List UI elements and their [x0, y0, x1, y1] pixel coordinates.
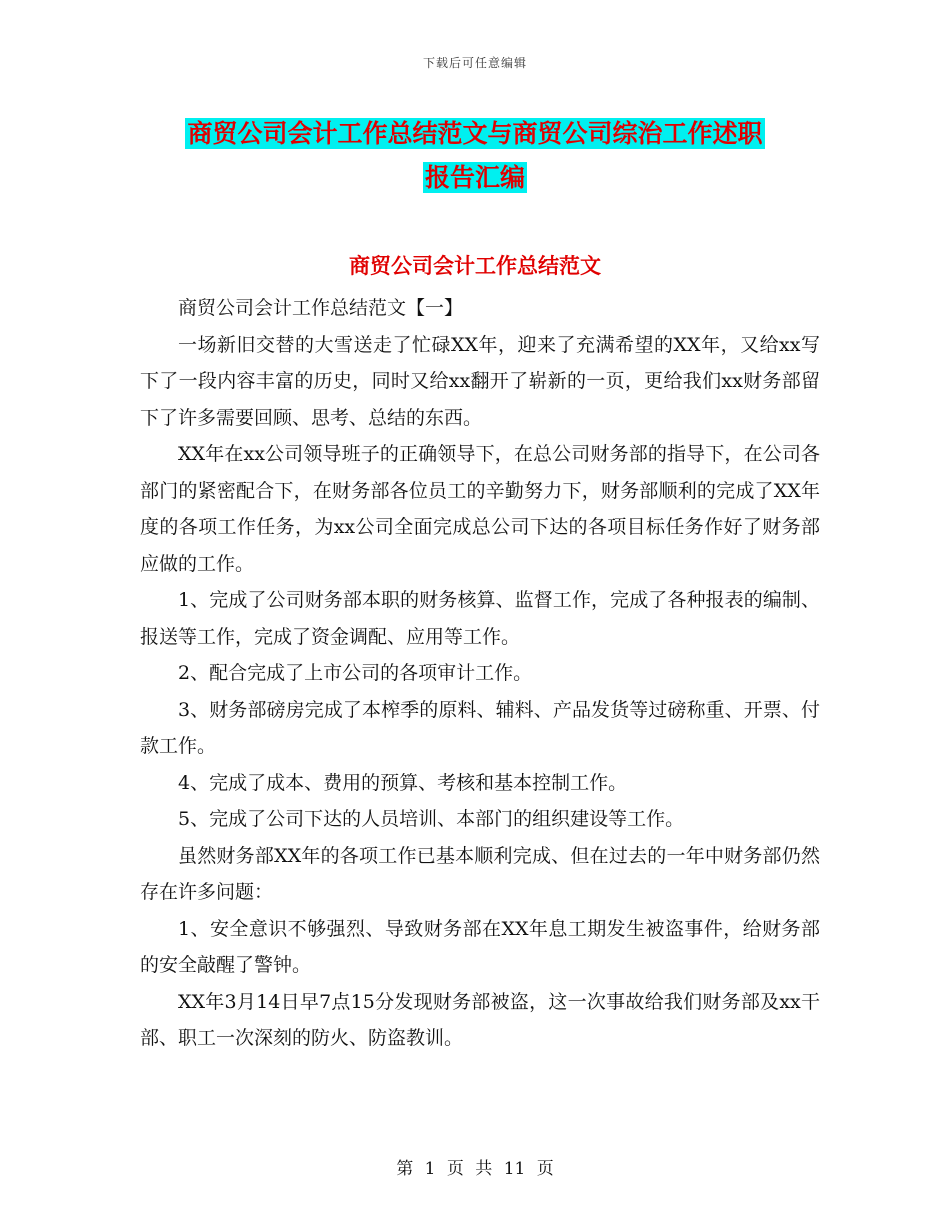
paragraph: 4、完成了成本、费用的预算、考核和基本控制工作。: [178, 771, 628, 794]
paragraph: 5、完成了公司下达的人员培训、本部门的组织建设等工作。: [178, 808, 685, 830]
page-number-footer: 第 1 页 共 11 页: [396, 1159, 554, 1179]
section-title: 商贸公司会计工作总结范文: [349, 254, 601, 278]
paragraph: 一场新旧交替的大雪送走了忙碌XX年，迎来了充满希望的XX年，又给xx写下了一段内容丰富的历史，同时又给xx翻开了崭新的一页，更给我们xx财务部留下了许多需要回顾、思考、总结的东西。: [140, 333, 820, 429]
document-title: [0, 112, 950, 200]
paragraph: 虽然财务部XX年的各项工作已基本顺利完成、但在过去的一年中财务部仍然存在许多问题：: [140, 844, 820, 903]
paragraph: XX年3月14日早7点15分发现财务部被盗，这一次事故给我们财务部及xx干部、职工一次深刻的防火、防盗教训。: [140, 990, 820, 1049]
paragraph: 1、安全意识不够强烈、导致财务部在XX年息工期发生被盗事件，给财务部的安全敲醒了警钟。: [140, 917, 820, 976]
paragraph: 商贸公司会计工作总结范文【一】: [178, 297, 464, 319]
document-title-line-1: 商贸公司会计工作总结范文与商贸公司综治工作述职: [187, 119, 763, 148]
header-note: 下载后可任意编辑: [422, 56, 527, 70]
paragraph: 1、完成了公司财务部本职的财务核算、监督工作，完成了各种报表的编制、报送等工作，完成了资金调配、应用等工作。: [140, 589, 820, 648]
document-title-line-2: 报告汇编: [424, 163, 525, 192]
paragraph: 3、财务部磅房完成了本榨季的原料、辅料、产品发货等过磅称重、开票、付款工作。: [140, 698, 820, 757]
paragraph: 2、配合完成了上市公司的各项审计工作。: [178, 662, 533, 684]
paragraph: XX年在xx公司领导班子的正确领导下，在总公司财务部的指导下，在公司各部门的紧密配合下，在财务部各位员工的辛勤努力下，财务部顺利的完成了XX年度的各项工作任务，为xx公司全面完成总公司下达的各项目标任务作好了财务部应做的工作。: [140, 443, 820, 575]
document-body: [140, 290, 820, 1057]
